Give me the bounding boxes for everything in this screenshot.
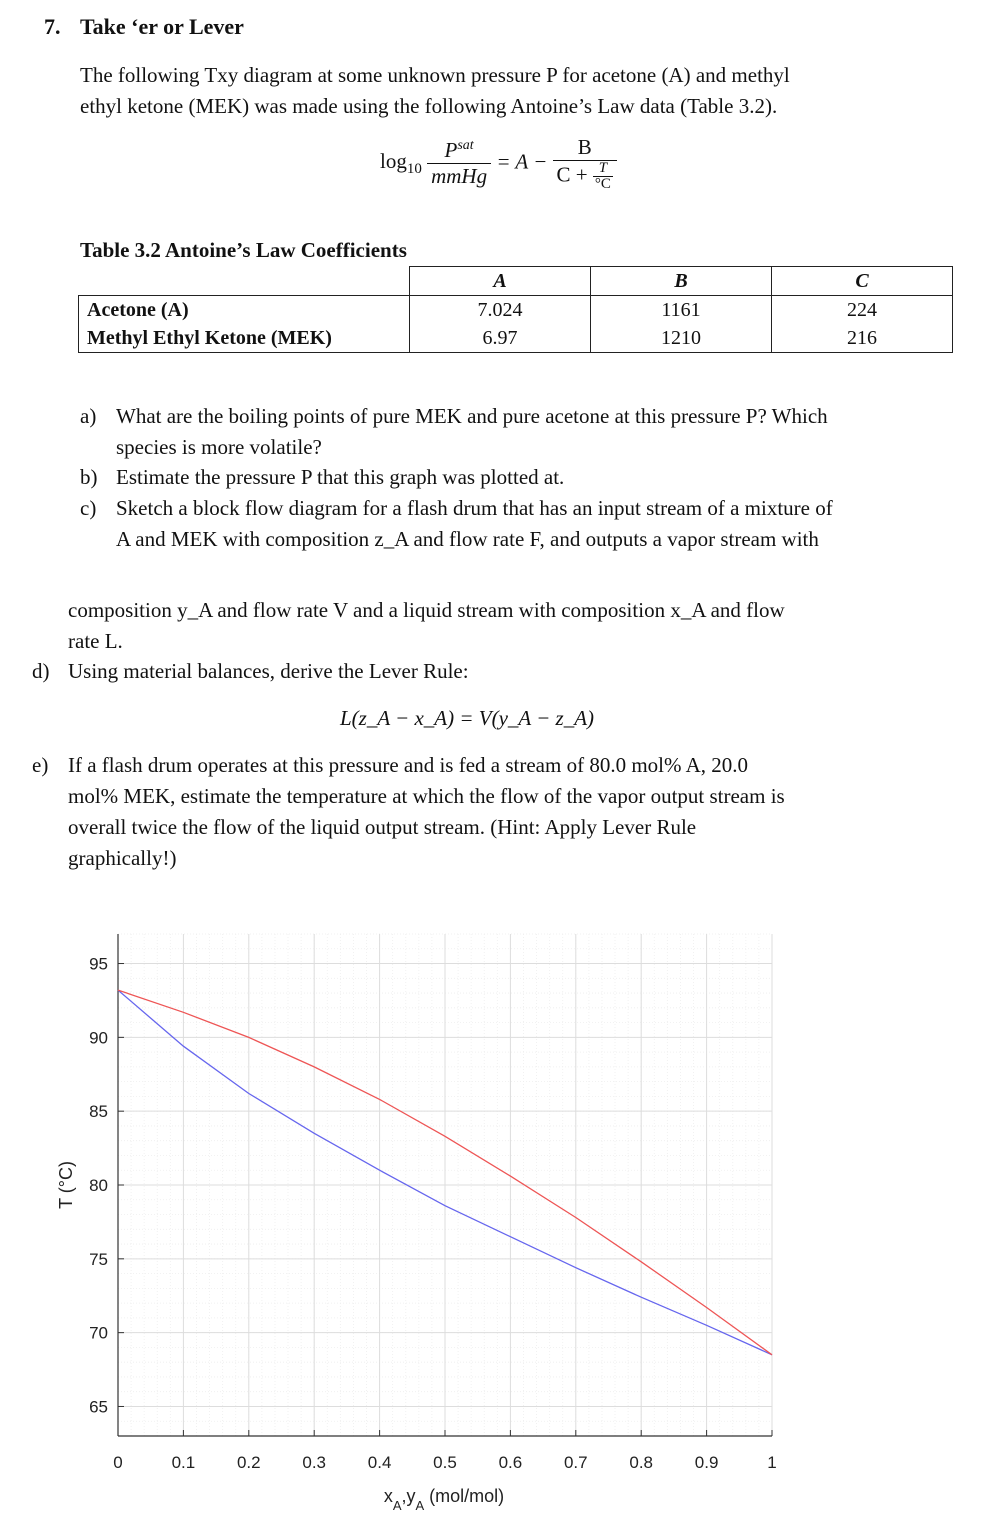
y-tick-label: 85 <box>89 1102 108 1122</box>
table-cell: 1210 <box>591 324 772 353</box>
y-axis-label: T (°C) <box>56 1161 76 1209</box>
table-row <box>79 324 953 353</box>
x-tick-label: 0.1 <box>171 1453 196 1472</box>
x-tick-label: 0.4 <box>367 1453 392 1472</box>
part-e <box>32 750 952 874</box>
table-cell: 216 <box>772 324 953 353</box>
table-header-blank <box>79 267 410 296</box>
tick-labels <box>89 955 777 1472</box>
part-e-line-3: overall twice the flow of the liquid output stream. (Hint: Apply Lever Rule <box>68 815 697 839</box>
x-tick-label: 0.3 <box>302 1453 327 1472</box>
equation-lhs-fraction <box>427 138 491 189</box>
part-e-line-1: If a flash drum operates at this pressure and is fed a stream of 80.0 mol% A, 20.0 <box>68 753 748 777</box>
part-e-line-4: graphically!) <box>68 846 177 870</box>
part-b-line-1: Estimate the pressure P that this graph was plotted at. <box>116 465 565 489</box>
x-tick-label: 0 <box>113 1453 123 1472</box>
subscript-a: A <box>415 1497 425 1513</box>
part-d <box>32 656 932 687</box>
x-axis-label <box>384 1486 504 1513</box>
part-c-line-3: composition y_A and flow rate V and a liquid stream with composition x_A and flow <box>68 598 785 622</box>
question-number: 7. <box>44 14 61 39</box>
part-a-line-1: What are the boiling points of pure MEK and pure acetone at this pressure P? Which <box>116 404 828 428</box>
t-symbol: T <box>598 160 608 176</box>
x-tick-label: 0.2 <box>236 1453 261 1472</box>
y-tick-label: 95 <box>89 954 108 974</box>
question-title-text: Take ‘er or Lever <box>80 14 244 39</box>
table-row-name: Acetone (A) <box>79 296 410 325</box>
part-a-line-2: species is more volatile? <box>116 435 322 459</box>
part-c-line-2: A and MEK with composition z_A and flow rate F, and outputs a vapor stream with <box>116 527 819 551</box>
p-symbol: P <box>444 138 458 162</box>
table-header-b: B <box>591 267 772 296</box>
table-header-a: A <box>410 267 591 296</box>
antoine-table <box>78 266 953 353</box>
equation-equals: = A − <box>496 149 548 174</box>
y-tick-label: 65 <box>89 1397 108 1417</box>
major-grid <box>118 934 772 1436</box>
p-sup: sat <box>457 138 474 153</box>
part-e-line-2: mol% MEK, estimate the temperature at which the flow of the vapor output stream is <box>68 784 785 808</box>
part-a <box>80 401 960 459</box>
b-symbol: B <box>553 135 617 161</box>
table-cell: 7.024 <box>410 296 591 325</box>
table-row-name: Methyl Ethyl Ketone (MEK) <box>79 324 410 353</box>
part-c-line-1: Sketch a block flow diagram for a flash drum that has an input stream of a mixture of <box>116 496 833 520</box>
unit-mmhg: mmHg <box>431 164 488 188</box>
equation-log <box>380 149 422 178</box>
part-b-label: b) <box>80 465 98 489</box>
part-c-line-4: rate L. <box>68 629 123 653</box>
equation-rhs-fraction <box>553 135 617 192</box>
antoine-equation <box>380 135 617 192</box>
table-caption: Table 3.2 Antoine’s Law Coefficients <box>80 238 407 262</box>
part-b <box>80 462 960 493</box>
x-tick-label: 0.7 <box>563 1453 588 1472</box>
intro-line-2: ethyl ketone (MEK) was made using the following Antoine’s Law data (Table 3.2). <box>80 94 778 118</box>
part-c-label: c) <box>80 496 97 520</box>
degc-symbol: °C <box>594 176 611 192</box>
log-base: 10 <box>406 161 422 178</box>
part-c-continued <box>68 595 948 657</box>
question-title <box>44 14 244 40</box>
intro-line-1: The following Txy diagram at some unknown pressure P for acetone (A) and methyl <box>80 63 790 87</box>
log-text: log <box>380 149 407 174</box>
t-over-degc <box>593 161 613 192</box>
part-e-label: e) <box>32 753 49 777</box>
lever-rule-equation: L(z_A − x_A) = V(y_A − z_A) <box>340 706 595 730</box>
table-header-row <box>79 267 953 296</box>
part-d-line-1: Using material balances, derive the Lever Rule: <box>68 659 469 683</box>
table-row <box>79 296 953 325</box>
x-tick-label: 0.8 <box>629 1453 654 1472</box>
y-tick-label: 75 <box>89 1249 108 1269</box>
y-tick-label: 80 <box>89 1176 108 1195</box>
table-cell: 1161 <box>591 296 772 325</box>
x-label-part: ,y <box>401 1486 416 1506</box>
table-header-c: C <box>772 267 953 296</box>
part-a-label: a) <box>80 404 97 428</box>
x-tick-label: 0.9 <box>694 1453 719 1472</box>
subscript-a: A <box>392 1497 402 1513</box>
part-c <box>80 493 960 555</box>
x-tick-label: 0.5 <box>433 1453 457 1472</box>
intro-paragraph <box>80 60 940 122</box>
c-plus: C + <box>556 162 588 187</box>
table-cell: 6.97 <box>410 324 591 353</box>
x-label-part: (mol/mol) <box>424 1486 505 1506</box>
x-tick-label: 0.6 <box>498 1453 523 1472</box>
x-tick-label: 1 <box>767 1453 777 1472</box>
part-d-label: d) <box>32 659 50 683</box>
txy-diagram <box>0 920 982 1514</box>
x-label-part: x <box>383 1486 393 1506</box>
y-tick-label: 70 <box>89 1323 108 1343</box>
y-tick-label: 90 <box>89 1028 108 1048</box>
table-cell: 224 <box>772 296 953 325</box>
